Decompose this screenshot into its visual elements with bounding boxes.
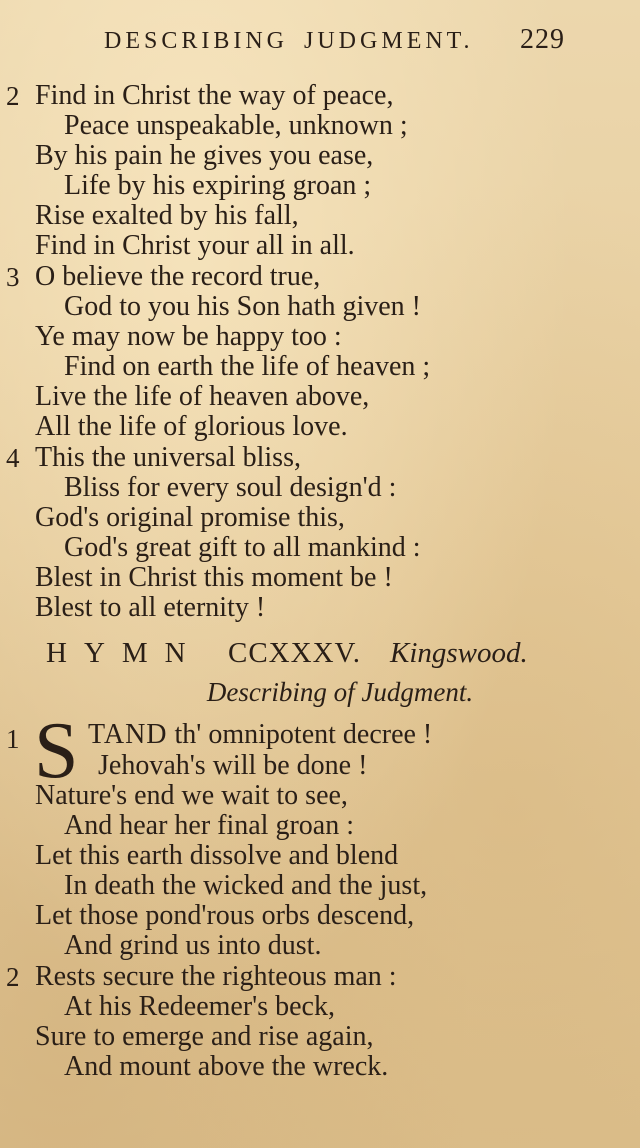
verse-line bbox=[0, 811, 640, 841]
verse-text: God's great gift to all mankind : bbox=[64, 532, 421, 563]
verse-text: At his Redeemer's beck, bbox=[64, 991, 335, 1022]
first-word-caps: TAND bbox=[88, 719, 168, 750]
verse-text: All the life of glorious love. bbox=[35, 411, 348, 442]
verse-line bbox=[0, 382, 640, 412]
verse-line bbox=[0, 962, 640, 992]
verse-line bbox=[0, 443, 640, 473]
verse-line bbox=[0, 231, 640, 261]
verse-line bbox=[0, 781, 640, 811]
verse-text: By his pain he gives you ease, bbox=[35, 140, 374, 171]
hymn-stanza-1-opening bbox=[0, 707, 640, 795]
verse-line bbox=[0, 563, 640, 593]
verse-text: God's original promise this, bbox=[35, 502, 345, 533]
stanza-number: 3 bbox=[6, 262, 20, 292]
verse-line bbox=[0, 171, 640, 201]
hymn-numeral: CCXXXV. bbox=[228, 637, 361, 669]
verse-line bbox=[0, 111, 640, 141]
verse-text: Sure to emerge and rise again, bbox=[35, 1021, 374, 1052]
hymn-tune: Kingswood. bbox=[390, 637, 528, 669]
verse-line bbox=[0, 201, 640, 231]
verse-line bbox=[0, 503, 640, 533]
verse-text: And hear her final groan : bbox=[64, 810, 354, 841]
verse-line bbox=[0, 322, 640, 352]
drop-cap: S bbox=[34, 707, 79, 795]
verse-text: O believe the record true, bbox=[35, 261, 321, 292]
page-header bbox=[0, 24, 640, 60]
hymn-heading bbox=[0, 636, 640, 670]
stanza-number: 1 bbox=[6, 724, 20, 754]
verse-text: Rise exalted by his fall, bbox=[35, 200, 299, 231]
verse-text: God to you his Son hath given ! bbox=[64, 291, 421, 322]
verse-text: And mount above the wreck. bbox=[64, 1051, 389, 1082]
verse-text: Ye may now be happy too : bbox=[35, 321, 342, 352]
stanza-number: 4 bbox=[6, 443, 20, 473]
hymn-subtitle: Describing of Judgment. bbox=[206, 677, 474, 707]
verse-text: Blest in Christ this moment be ! bbox=[35, 562, 393, 593]
verse-line bbox=[0, 412, 640, 442]
verse-line bbox=[0, 1022, 640, 1052]
verse-text: Blest to all eternity ! bbox=[35, 592, 266, 623]
verse-text: Let those pond'rous orbs descend, bbox=[35, 900, 415, 931]
verse-text: Bliss for every soul design'd : bbox=[64, 472, 397, 503]
verse-line bbox=[0, 141, 640, 171]
verse-line bbox=[0, 81, 640, 111]
verse-text: In death the wicked and the just, bbox=[64, 870, 428, 901]
page-number: 229 bbox=[520, 24, 565, 55]
verse-text: Rests secure the righteous man : bbox=[35, 961, 397, 992]
verse-text: Live the life of heaven above, bbox=[35, 381, 370, 412]
verse-line bbox=[0, 841, 640, 871]
verse-text: Find in Christ your all in all. bbox=[35, 230, 355, 261]
verse-line bbox=[0, 352, 640, 382]
verse-text: Life by his expiring groan ; bbox=[64, 170, 372, 201]
verse-text bbox=[88, 720, 432, 750]
stanza-number: 2 bbox=[6, 962, 20, 992]
verse-text: Jehovah's will be done ! bbox=[98, 750, 368, 781]
verse-text: This the universal bliss, bbox=[35, 442, 301, 473]
verse-line bbox=[0, 262, 640, 292]
first-line-rest: th' omnipotent decree ! bbox=[167, 719, 433, 750]
verse-text: Let this earth dissolve and blend bbox=[35, 840, 399, 871]
verse-line bbox=[0, 871, 640, 901]
verse-line bbox=[0, 292, 640, 322]
running-title: DESCRIBING JUDGMENT. bbox=[104, 28, 474, 54]
verse-text: And grind us into dust. bbox=[64, 930, 322, 961]
verse-text: Find on earth the life of heaven ; bbox=[64, 351, 431, 382]
verse-text: Peace unspeakable, unknown ; bbox=[64, 110, 408, 141]
hymn-label: HYMN bbox=[46, 637, 203, 669]
verse-line bbox=[0, 593, 640, 623]
verse-line bbox=[0, 533, 640, 563]
verse-line bbox=[0, 901, 640, 931]
verse-line bbox=[0, 1052, 640, 1082]
verse-line bbox=[0, 931, 640, 961]
verse-line bbox=[0, 473, 640, 503]
stanza-number: 2 bbox=[6, 81, 20, 111]
verse-line bbox=[0, 992, 640, 1022]
verse-text: Nature's end we wait to see, bbox=[35, 780, 348, 811]
verse-text: Find in Christ the way of peace, bbox=[35, 80, 394, 111]
